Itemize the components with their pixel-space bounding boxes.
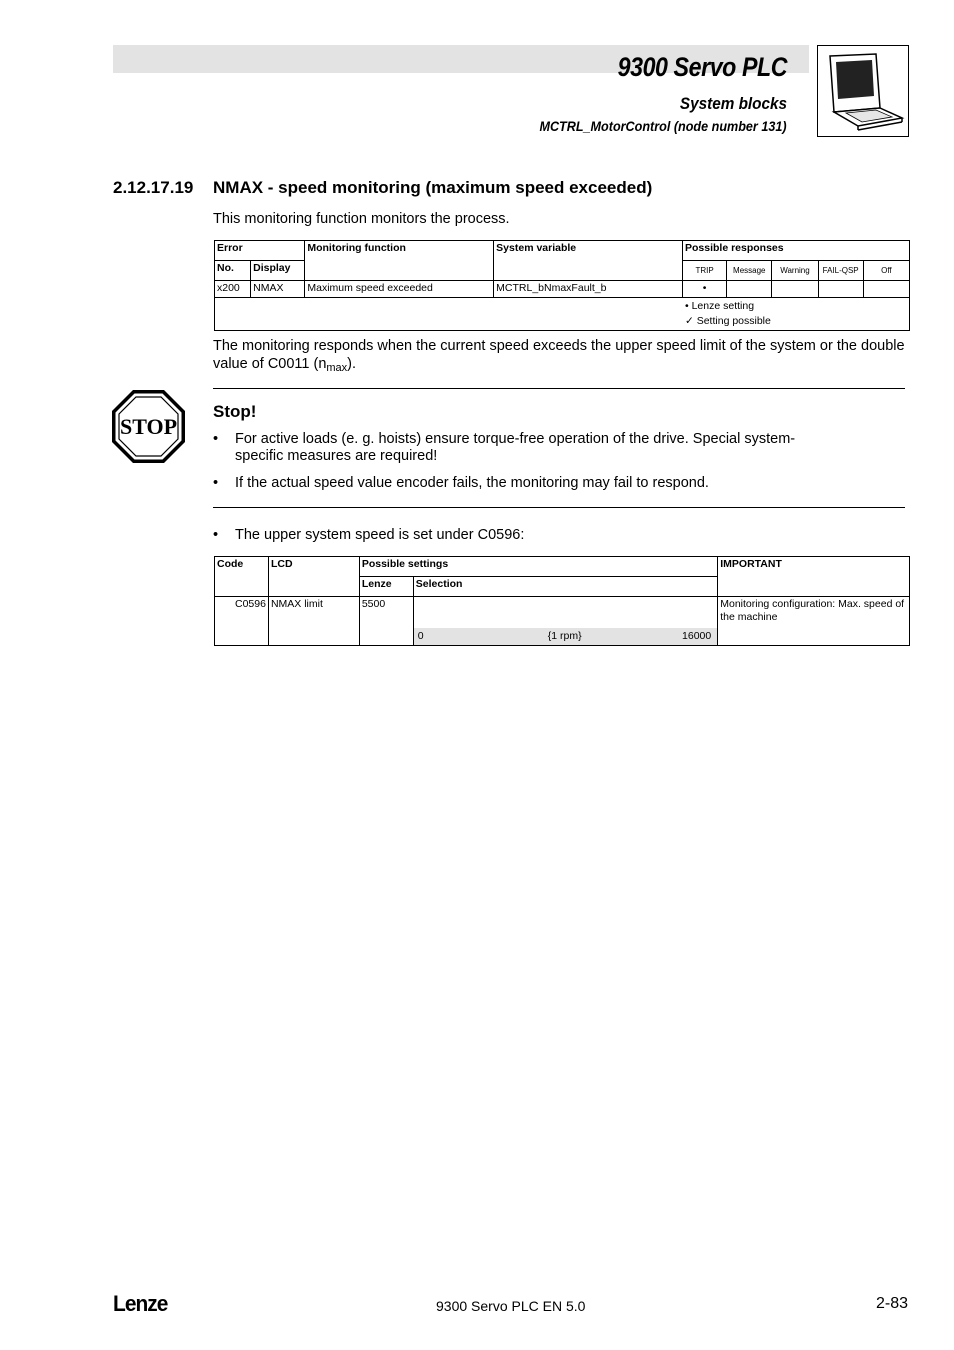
header-monitoring-function: Monitoring function: [305, 241, 494, 281]
selection-unit: {1 rpm}: [547, 630, 582, 642]
monitoring-table: [214, 240, 910, 331]
cell-selection: [413, 597, 717, 646]
table-legend: [215, 298, 910, 331]
bullet-dot: •: [213, 475, 219, 491]
selection-max: 16000: [682, 630, 712, 642]
cell-monitoring-function: Maximum speed exceeded: [305, 281, 494, 298]
cell-lcd: NMAX limit: [268, 597, 359, 646]
stop-warning-1: For active loads (e. g. hoists) ensure torque-free operation of the drive. Special system-specific measures are required!: [235, 431, 796, 464]
list-item: [213, 431, 813, 465]
cell-error-no: x200: [215, 281, 251, 298]
header-warning: Warning: [772, 261, 818, 281]
document-subsubtitle: MCTRL_MotorControl (node number 131): [539, 118, 787, 134]
section-heading: [113, 178, 652, 198]
header-code: Code: [215, 557, 269, 597]
cell-lenze: 5500: [359, 597, 413, 646]
legend-lenze-setting: • Lenze setting: [685, 300, 755, 312]
document-subtitle: System blocks: [679, 94, 787, 113]
servo-controller-icon: [818, 46, 908, 136]
header-lenze: Lenze: [359, 577, 413, 597]
list-item: [213, 475, 813, 492]
stop-sign-text: STOP: [119, 414, 178, 439]
header-system-variable: System variable: [494, 241, 683, 281]
header-error: Error: [215, 241, 305, 261]
header-no: No.: [215, 261, 251, 281]
code-table: [214, 556, 910, 646]
stop-sign-icon: [111, 389, 186, 464]
header-off: Off: [863, 261, 909, 281]
cell-code: C0596: [215, 597, 269, 646]
legend-setting-possible: ✓ Setting possible: [685, 315, 771, 327]
header-possible-settings: Possible settings: [359, 557, 717, 577]
divider-top: [213, 388, 905, 389]
footer-document-name: 9300 Servo PLC EN 5.0: [436, 1298, 586, 1314]
header-important: IMPORTANT: [718, 557, 910, 597]
header-trip: TRIP: [682, 261, 726, 281]
cell-trip: •: [682, 281, 726, 298]
description-text: The monitoring responds when the current speed exceeds the upper speed limit of the system or the double value of C0011 (n: [213, 338, 905, 372]
list-item: [213, 527, 813, 544]
subscript-max: max: [326, 362, 348, 374]
header-lcd: LCD: [268, 557, 359, 597]
device-illustration: [817, 45, 909, 137]
selection-range-bar: [414, 628, 717, 645]
header-display: Display: [251, 261, 305, 281]
header-selection: Selection: [413, 577, 717, 597]
cell-fail-qsp: [818, 281, 863, 298]
header-fail-qsp: FAIL-QSP: [818, 261, 863, 281]
cell-important: Monitoring configuration: Max. speed of the machine: [718, 597, 910, 646]
section-title: NMAX - speed monitoring (maximum speed exceeded): [213, 178, 653, 197]
bullet-dot: •: [213, 527, 219, 543]
page-number: 2-83: [875, 1295, 908, 1312]
cell-display: NMAX: [251, 281, 305, 298]
description-end: ).: [347, 356, 357, 372]
header-possible-responses: Possible responses: [682, 241, 909, 261]
header-message: Message: [727, 261, 772, 281]
selection-min: 0: [417, 630, 424, 642]
table-row: [215, 281, 910, 298]
document-title: 9300 Servo PLC: [617, 52, 787, 82]
section-number: 2.12.17.19: [113, 178, 194, 197]
monitoring-description: [213, 337, 913, 377]
cell-warning: [772, 281, 818, 298]
cell-off: [863, 281, 909, 298]
bullet-dot: •: [213, 431, 219, 447]
intro-text: This monitoring function monitors the process.: [213, 211, 510, 227]
cell-message: [727, 281, 772, 298]
table-row: [215, 597, 910, 646]
lenze-logo: Lenze: [113, 1291, 168, 1316]
stop-title: Stop!: [213, 402, 257, 421]
divider-bottom: [213, 507, 905, 508]
stop-warning-2: If the actual speed value encoder fails, the monitoring may fail to respond.: [235, 475, 709, 491]
cell-system-variable: MCTRL_bNmaxFault_b: [494, 281, 683, 298]
upper-speed-note: The upper system speed is set under C0596:: [235, 527, 525, 543]
